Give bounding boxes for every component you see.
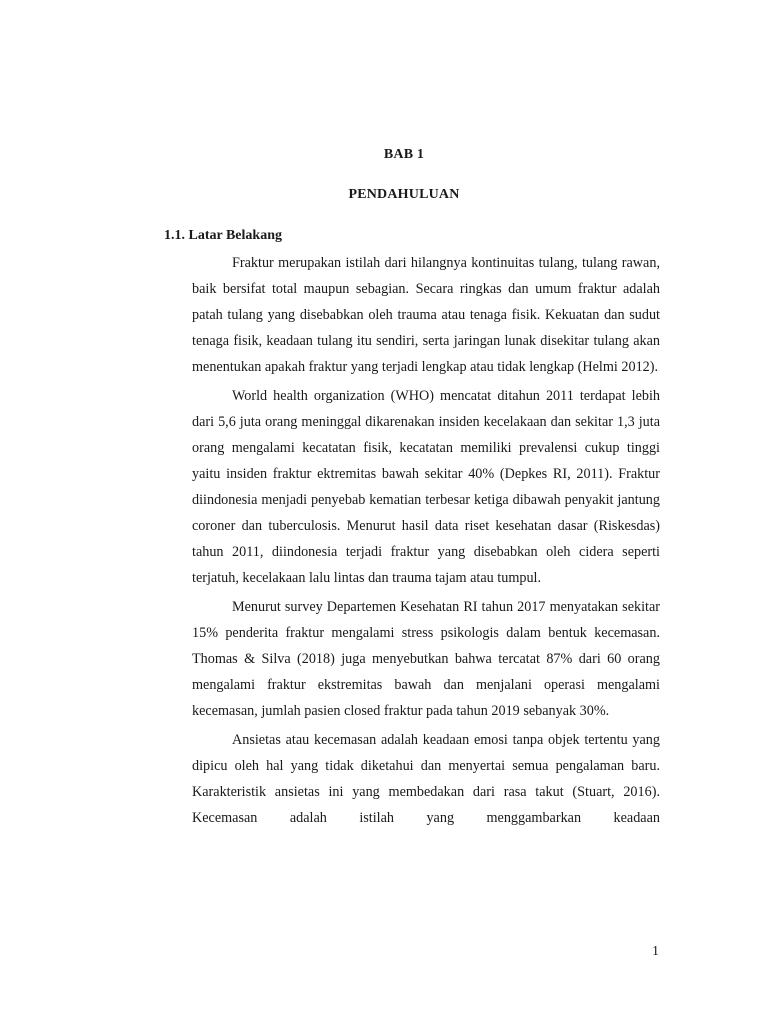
paragraph-3: Menurut survey Departemen Kesehatan RI tahun 2017 menyatakan sekitar 15% penderita fraktur mengalami stress psikologis dalam bentuk kecemasan. Thomas & Silva (2018) juga menyebutkan bahwa tercatat 87% dari 60 orang mengalami fraktur ekstremitas bawah dan menjalani operasi mengalami kecemasan, jumlah pasien closed fraktur pada tahun 2019 sebanyak 30%. bbox=[192, 599, 660, 719]
paragraph-4: Ansietas atau kecemasan adalah keadaan emosi tanpa objek tertentu yang dipicu oleh hal yang tidak diketahui dan menyertai semua pengalaman baru. Karakteristik ansietas ini yang membedakan dari rasa takut (Stuart, 2016). Kecemasan adalah istilah yang menggambarkan keadaan bbox=[192, 732, 660, 826]
page-number: 1 bbox=[652, 944, 659, 959]
chapter-title: PENDAHULUAN bbox=[348, 187, 460, 202]
paragraph-1: Fraktur merupakan istilah dari hilangnya kontinuitas tulang, tulang rawan, baik bersifat total maupun sebagian. Secara ringkas dan umum fraktur adalah patah tulang yang disebabkan oleh trauma atau tenaga fisik. Kekuatan dan sudut tenaga fisik, keadaan tulang itu sendiri, serta jaringan lunak disekitar tulang akan menentukan apakah fraktur yang terjadi lengkap atau tidak lengkap (Helmi 2012). bbox=[192, 255, 660, 375]
chapter-number: BAB 1 bbox=[383, 147, 425, 162]
paragraph-2: World health organization (WHO) mencatat ditahun 2011 terdapat lebih dari 5,6 juta orang meninggal dikarenakan insiden kecelakaan dan sekitar 1,3 juta orang mengalami kecatatan fisik, kecatatan memiliki prevalensi cukup tinggi yaitu insiden fraktur ektremitas bawah sekitar 40% (Depkes RI, 2011). Fraktur diindonesia menjadi penyebab kematian terbesar ketiga dibawah penyakit jantung coroner dan tuberculosis. Menurut hasil data riset kesehatan dasar (Riskesdas) tahun 2011, diindonesia terjadi fraktur yang disebabkan oleh cidera seperti terjatuh, kecelakaan lalu lintas dan trauma tajam atau tumpul. bbox=[192, 388, 660, 586]
section-heading: 1.1. Latar Belakang bbox=[164, 228, 282, 243]
body-text bbox=[192, 250, 660, 834]
